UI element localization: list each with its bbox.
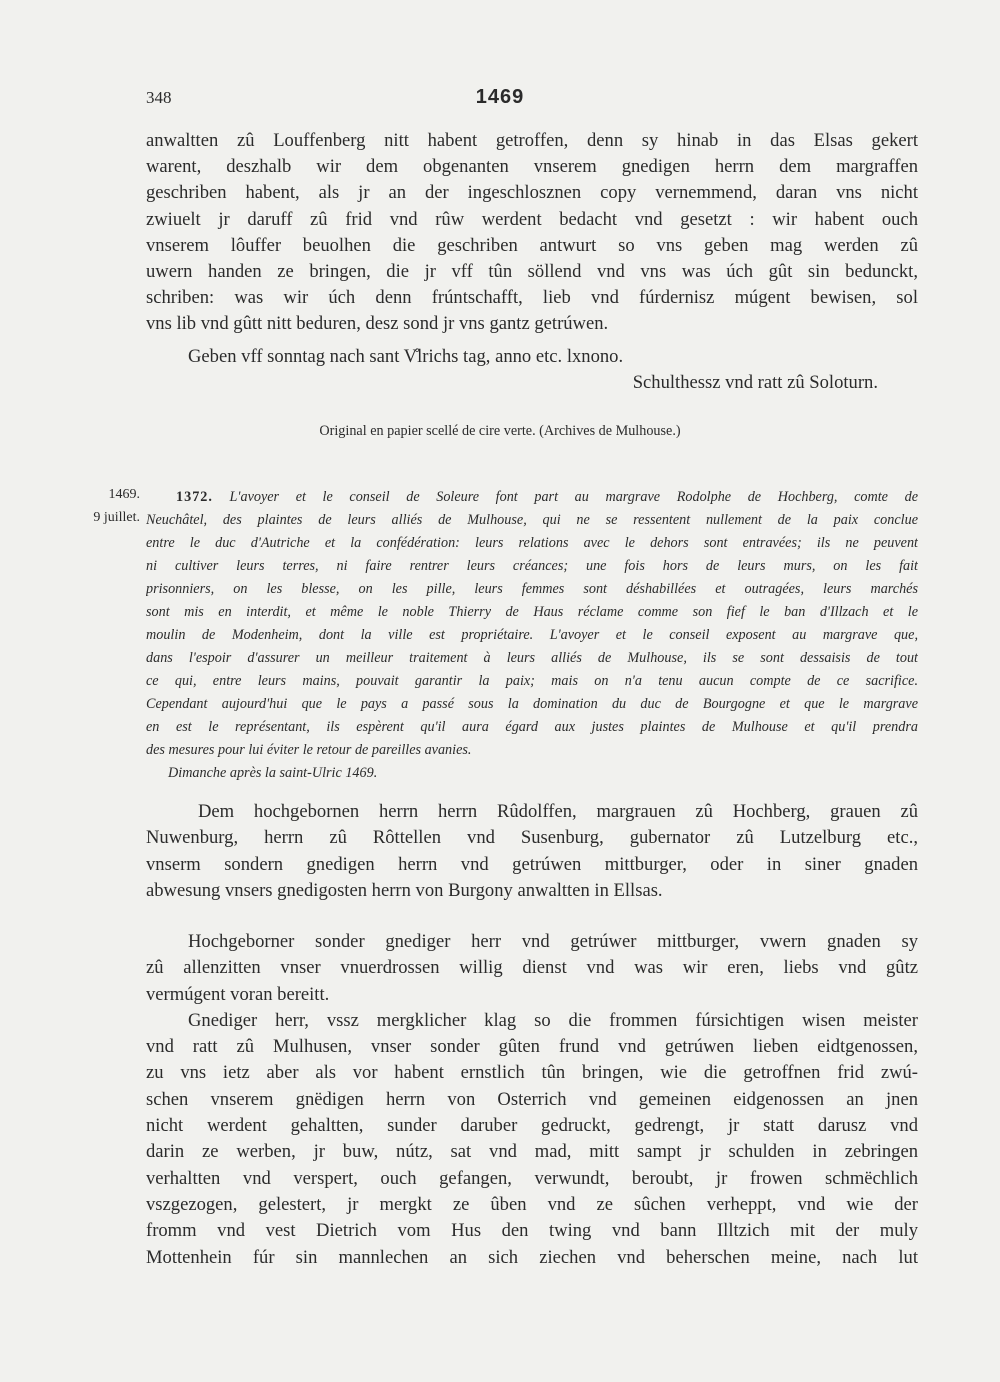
body-line: fromm vnd vest Dietrich vom Hus den twing vnd bann Illtzich mit der muly xyxy=(146,1220,918,1242)
summary-line: Cependant aujourd'hui que le pays a passé sous la domination du duc de Bourgogne et que le margrave xyxy=(146,696,918,712)
text-line: vns lib vnd gûtt nitt beduren, desz sond jr vns gantz getrúwen. xyxy=(146,313,609,335)
salutation-line: zû allenzitten vnser vnuerdrossen willig dienst vnd was wir eren, liebs vnd gûtz xyxy=(146,957,918,979)
summary-line: des mesures pour lui éviter le retour de pareilles avanies. xyxy=(146,742,472,758)
margin-date-year: 1469. xyxy=(108,487,140,502)
body-line: zu vns ietz aber als vor habent ernstlich tûn bringen, wie die getroffnen frid zwú- xyxy=(146,1062,918,1084)
text-line: schriben: was wir úch denn frúntschafft, lieb vnd fúrdernisz múgent bewisen, sol xyxy=(146,287,918,309)
document-summary xyxy=(146,486,918,785)
body-line: vnd ratt zû Mulhusen, vnser sonder gûten frund vnd getrúwen lieben eidtgenossen, xyxy=(146,1036,918,1058)
body-line: verhaltten vnd verspert, ouch gefangen, verwundt, beroubt, jr frowen schmëchlich xyxy=(146,1167,918,1189)
summary-line xyxy=(146,486,918,509)
summary-line-text: L'avoyer et le conseil de Soleure font part au margrave Rodolphe de Hochberg, comte de xyxy=(229,489,918,505)
address-line: abwesung vnsers gnedigosten herrn von Burgony anwaltten in Ellsas. xyxy=(146,879,663,901)
letter-closing xyxy=(146,344,918,396)
document-number: 1372. xyxy=(176,489,213,505)
letter-body xyxy=(146,929,918,1271)
body-line: nicht werdent gehaltten, sunder daruber gedruckt, gedrengt, jr statt darusz vnd xyxy=(146,1115,918,1137)
text-line: vnserem lôuffer beuolhen die geschriben antwurt so vns geben mag werden zû xyxy=(146,234,918,256)
summary-line: prisonniers, on les blesse, on les pille, leurs femmes sont déshabillées et outragées, leurs marchés xyxy=(146,581,918,597)
text-line: zwiuelt jr daruff zû frid vnd rûw werdent bedacht vnd gesetzt : wir habent ouch xyxy=(146,208,918,230)
summary-line: entre le duc d'Autriche et la confédération: leurs relations avec le dehors sont entravées; ils ne peuvent xyxy=(146,535,918,551)
address-line: Nuwenburg, herrn zû Rôttellen vnd Susenburg, gubernator zû Lutzelburg etc., xyxy=(146,827,918,849)
summary-line: en est le représentant, ils espèrent qu'il aura égard aux justes plaintes de Mulhouse et qu'il prendra xyxy=(146,719,918,735)
body-line: Mottenhein fúr sin mannlechen an sich ziechen vnd beherschen meine, nach lut xyxy=(146,1246,918,1268)
summary-line: ni cultiver leurs terres, ni faire rentrer leurs créances; une fois hors de leurs murs, on les fait xyxy=(146,558,918,574)
page-number: 348 xyxy=(146,88,172,107)
summary-line: Neuchâtel, des plaintes de leurs alliés de Mulhouse, qui ne se ressentent nullement de la paix conclue xyxy=(146,512,918,528)
letter-address xyxy=(146,799,918,904)
text-line: warent, deszhalb wir dem obgenanten vnserem gnedigen herrn dem margraffen xyxy=(146,156,918,178)
body-line: Gnediger herr, vssz mergklicher klag so die frommen fúrsichtigen wisen meister xyxy=(188,1009,918,1031)
text-line: anwaltten zû Louffenberg nitt habent getroffen, denn sy hinab in das Elsas gekert xyxy=(146,130,918,151)
running-title: 1469 xyxy=(475,86,525,108)
summary-line: ce qui, entre leurs mains, pouvait garantir la paix; mais on n'a tenu aucun compte de ce sacrifice. xyxy=(146,673,918,689)
summary-line: moulin de Modenheim, dont la ville est propriétaire. L'avoyer et le conseil exposent au margrave que, xyxy=(146,627,918,643)
text-line: geschriben habent, als jr an der ingeschlosznen copy vernemmend, daran vns nicht xyxy=(146,182,918,204)
salutation-line: vermúgent voran bereitt. xyxy=(146,983,330,1005)
summary-dateline: Dimanche après la saint-Ulric 1469. xyxy=(168,765,378,781)
body-line: vszgezogen, gelestert, jr mergkt ze ûben vnd ze sûchen verheppt, vnd wie der xyxy=(146,1193,918,1215)
address-line: Dem hochgebornen herrn herrn Rûdolffen, margrauen zû Hochberg, grauen zû xyxy=(198,801,918,822)
margin-date-day: 9 juillet. xyxy=(93,510,140,525)
letter-end-paragraph xyxy=(146,128,918,338)
salutation-line: Hochgeborner sonder gnediger herr vnd getrúwer mittburger, vwern gnaden sy xyxy=(188,931,918,952)
summary-line: sont mis en interdit, et même le noble Thierry de Haus réclame comme son fief le ban d'Illzach et le xyxy=(146,604,918,620)
dating-line: Geben vff sonntag nach sant V̊lrichs tag, anno etc. lxnono. xyxy=(188,346,624,367)
body-line: schen vnserem gnëdigen herrn von Osterrich vnd gemeinen eidgenossen an jnen xyxy=(146,1088,918,1110)
margin-date xyxy=(60,483,140,529)
source-note: Original en papier scellé de cire verte. (Archives de Mulhouse.) xyxy=(319,423,681,439)
summary-line: dans l'espoir d'assurer un meilleur traitement à leurs alliés de Mulhouse, ils se sont dessaisis de tout xyxy=(146,650,918,666)
address-line: vnserm sondern gnedigen herrn vnd getrúwen mittburger, oder in siner gnaden xyxy=(146,853,918,875)
text-line: uwern handen ze bringen, die jr vff tûn söllend vnd vns was úch gût sin bedunckt, xyxy=(146,260,918,282)
body-line: darin ze werben, jr buw, nútz, sat vnd mad, mitt sampt jr schulden in zebringen xyxy=(146,1141,918,1163)
signature-line: Schulthessz vnd ratt zû Soloturn. xyxy=(632,372,878,394)
